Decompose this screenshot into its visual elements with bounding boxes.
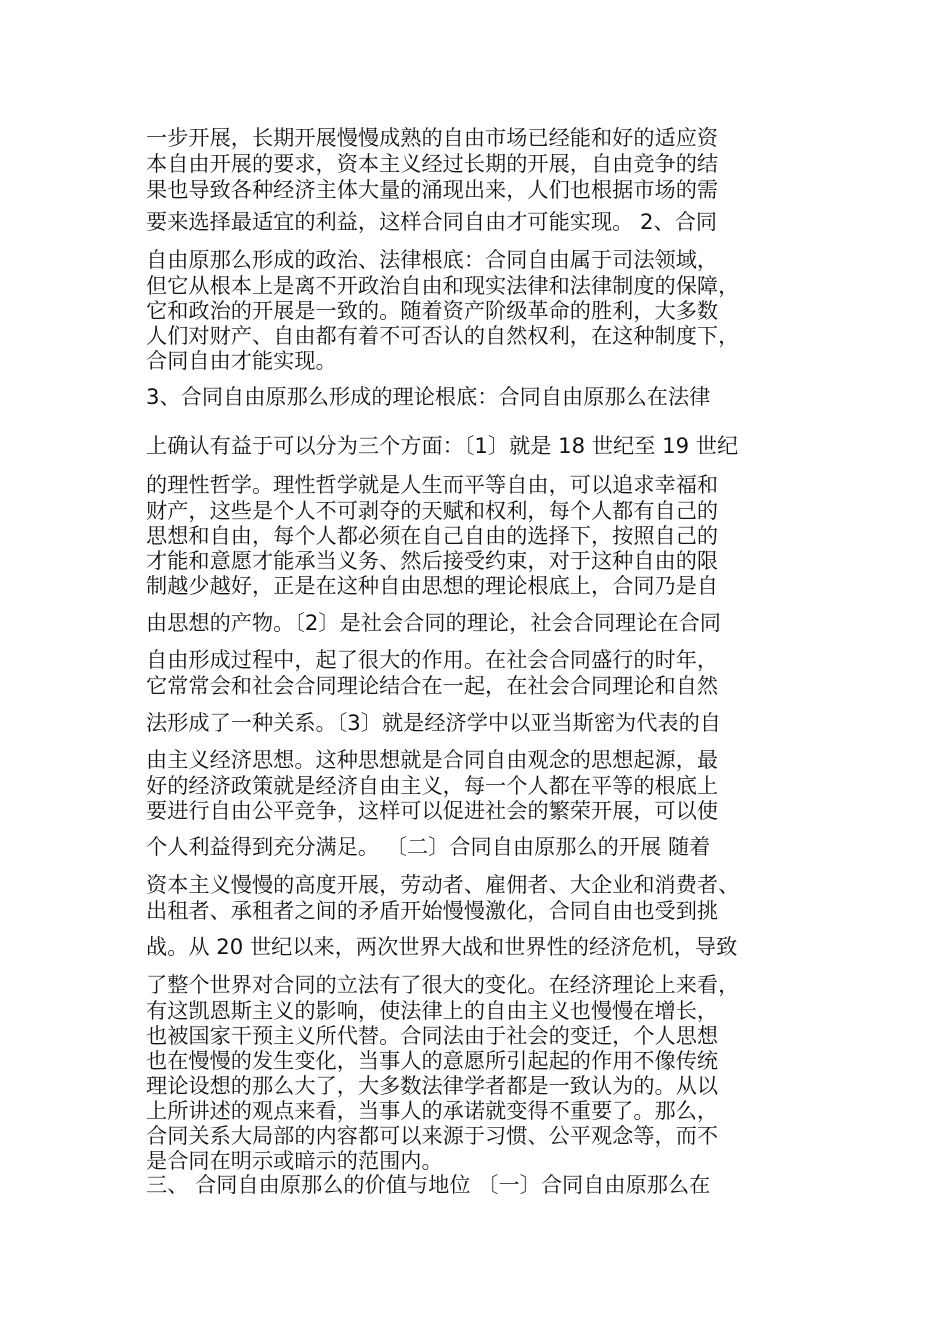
text-line: 财产，这些是个人不可剥夺的天赋和权利，每个人都有自己的: [146, 498, 719, 523]
text-line: 理论设想的那么大了，大多数法律学者都是一致认为的。从以: [146, 1073, 719, 1098]
text-line: 法形成了一种关系。〔3〕就是经济学中以亚当斯密为代表的自: [146, 710, 721, 735]
text-line: 个人利益得到充分满足。 〔二〕合同自由原那么的开展 随着: [146, 834, 711, 859]
text-line: 资本主义慢慢的高度开展，劳动者、雇佣者、大企业和消费者、: [146, 872, 740, 897]
text-line: 有这凯恩斯主义的影响，使法律上的自由主义也慢慢在增长，: [146, 998, 719, 1023]
text-line: 由主义经济思想。这种思想就是合同自由观念的思想起源，最: [146, 747, 719, 772]
text-line: 也被国家干预主义所代替。合同法由于社会的变迁，个人思想: [146, 1023, 719, 1048]
text-line: 要进行自由公平竞争，这样可以促进社会的繁荣开展，可以使: [146, 798, 719, 823]
text-line: 合同自由才能实现。: [146, 348, 337, 373]
text-line: 上确认有益于可以分为三个方面：〔1〕就是 18 世纪至 19 世纪: [146, 433, 739, 458]
text-line: 自由原那么形成的政治、法律根底：合同自由属于司法领域，: [146, 247, 719, 272]
text-line: 人们对财产、自由都有着不可否认的自然权利，在这种制度下，: [146, 323, 740, 348]
text-line: 的理性哲学。理性哲学就是人生而平等自由，可以追求幸福和: [146, 472, 719, 497]
text-line: 出租者、承租者之间的矛盾开始慢慢激化，合同自由也受到挑: [146, 898, 719, 923]
text-line: 三、 合同自由原那么的价值与地位 〔一〕合同自由原那么在: [146, 1172, 711, 1197]
text-line: 战。从 20 世纪以来，两次世界大战和世界性的经济危机，导致: [146, 934, 738, 959]
text-line: 果也导致各种经济主体大量的涌现出来，人们也根据市场的需: [146, 177, 719, 202]
text-line: 它和政治的开展是一致的。随着资产阶级革命的胜利，大多数: [146, 298, 719, 323]
text-line: 上所讲述的观点来看，当事人的承诺就变得不重要了。那么，: [146, 1098, 719, 1123]
text-line: 一步开展，长期开展慢慢成熟的自由市场已经能和好的适应资: [146, 125, 719, 150]
text-line: 了整个世界对合同的立法有了很大的变化。在经济理论上来看，: [146, 972, 740, 997]
text-line: 思想和自由，每个人都必须在自己自由的选择下，按照自己的: [146, 523, 719, 548]
text-line: 本自由开展的要求，资本主义经过长期的开展，自由竞争的结: [146, 151, 719, 176]
text-line: 合同关系大局部的内容都可以来源于习惯、公平观念等，而不: [146, 1123, 719, 1148]
text-line: 但它从根本上是离不开政治自由和现实法律和法律制度的保障，: [146, 273, 740, 298]
text-line: 制越少越好，正是在这种自由思想的理论根底上，合同乃是自: [146, 573, 719, 598]
text-line: 由思想的产物。〔2〕是社会合同的理论，社会合同理论在合同: [146, 610, 721, 635]
text-line: 3、合同自由原那么形成的理论根底：合同自由原那么在法律: [146, 384, 711, 409]
text-line: 它常常会和社会合同理论结合在一起，在社会合同理论和自然: [146, 673, 719, 698]
text-line: 才能和意愿才能承当义务、然后接受约束，对于这种自由的限: [146, 548, 719, 573]
text-line: 也在慢慢的发生变化，当事人的意愿所引起起的作用不像传统: [146, 1048, 719, 1073]
text-line: 好的经济政策就是经济自由主义，每一个人都在平等的根底上: [146, 773, 719, 798]
text-line: 自由形成过程中，起了很大的作用。在社会合同盛行的时年，: [146, 647, 719, 672]
text-line: 是合同在明示或暗示的范围内。: [146, 1148, 443, 1173]
text-line: 要来选择最适宜的利益，这样合同自由才可能实现。 2、合同: [146, 209, 718, 234]
